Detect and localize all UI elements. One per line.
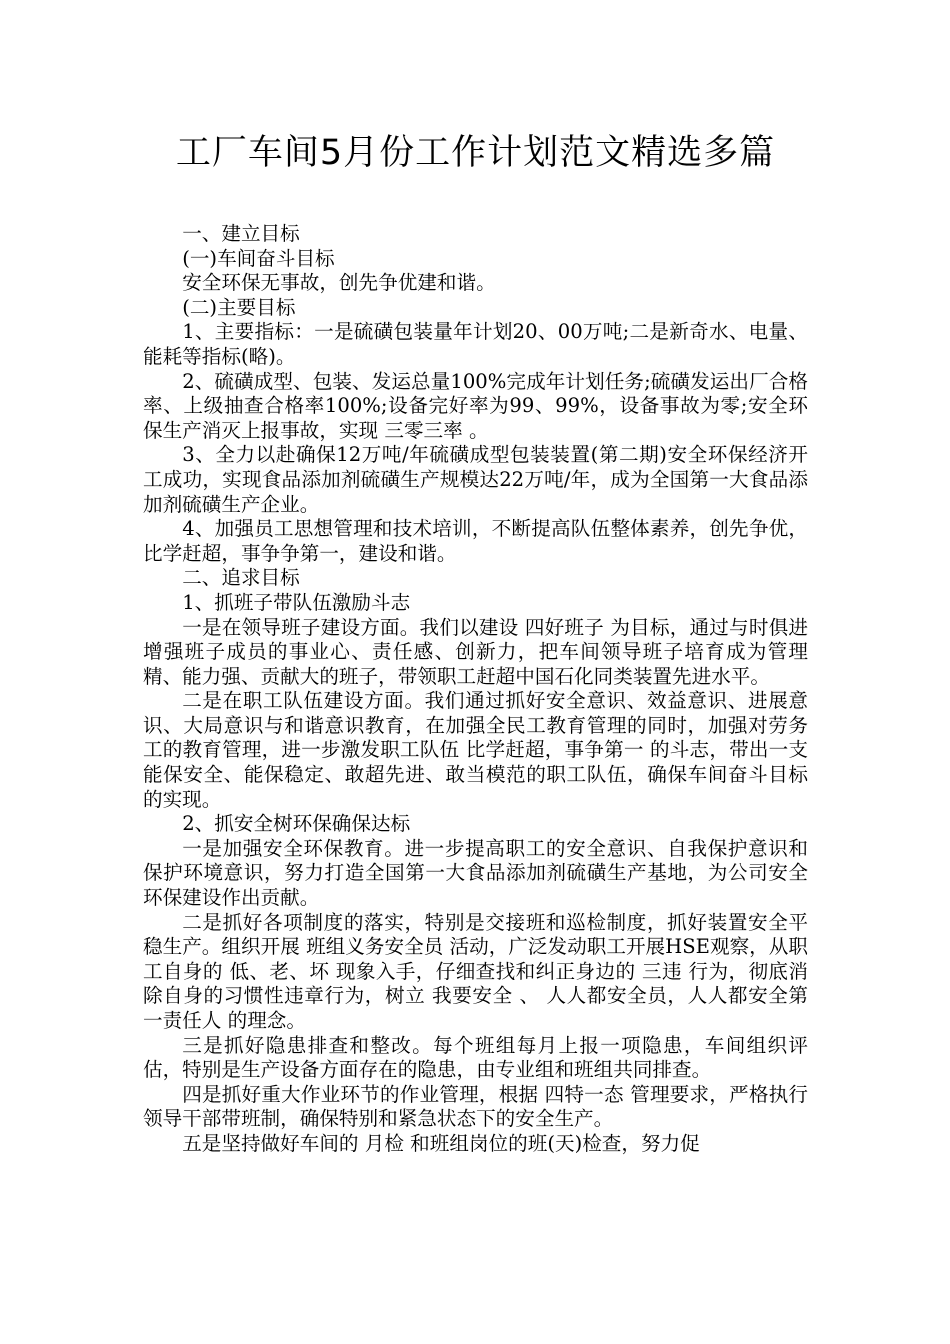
- subheading-safety-environment: 2、抓安全树环保确保达标: [182, 812, 411, 836]
- document-body: [143, 222, 808, 1157]
- subheading-workshop-goal: (一)车间奋斗目标: [182, 246, 335, 270]
- subheading-main-goals: (二)主要目标: [182, 295, 296, 319]
- paragraph: 三是抓好隐患排查和整改。每个班组每月上报一项隐患，车间组织评估，特别是生产设备方面存在的隐患，由专业组和班组共同排查。: [143, 1033, 808, 1082]
- paragraph: 四是抓好重大作业环节的作业管理，根据 四特一态 管理要求，严格执行领导干部带班制，确保特别和紧急状态下的安全生产。: [143, 1082, 808, 1131]
- subheading-team-building: 1、抓班子带队伍激励斗志: [182, 590, 411, 614]
- paragraph: 一是在领导班子建设方面。我们以建设 四好班子 为目标，通过与时俱进增强班子成员的事业心、责任感、创新力，把车间领导班子培育成为管理精、能力强、贡献大的班子，带领职工赶超中国石化同类装置先进水平。: [143, 615, 808, 688]
- paragraph: 五是坚持做好车间的 月检 和班组岗位的班(天)检查，努力促: [182, 1131, 700, 1155]
- paragraph: 2、硫磺成型、包装、发运总量100%完成年计划任务;硫磺发运出厂合格率、上级抽查合格率100%;设备完好率为99、99%，设备事故为零;安全环保生产消灭上报事故，实现 三零三率 。: [143, 369, 808, 442]
- paragraph: 3、全力以赴确保12万吨/年硫磺成型包装装置(第二期)安全环保经济开工成功，实现食品添加剂硫磺生产规模达22万吨/年，成为全国第一大食品添加剂硫磺生产企业。: [143, 443, 808, 516]
- document-title: 工厂车间5月份工作计划范文精选多篇: [175, 133, 776, 173]
- heading-pursuit-goals: 二、追求目标: [182, 566, 300, 590]
- heading-establish-goals: 一、建立目标: [182, 222, 300, 245]
- paragraph: 4、加强员工思想管理和技术培训，不断提高队伍整体素养，创先争优，比学赶超，事争争第一，建设和谐。: [143, 517, 808, 565]
- paragraph: 一是加强安全环保教育。进一步提高职工的安全意识、自我保护意识和保护环境意识，努力打造全国第一大食品添加剂硫磺生产基地，为公司安全环保建设作出贡献。: [143, 836, 808, 910]
- paragraph: 二是抓好各项制度的落实，特别是交接班和巡检制度，抓好装置安全平稳生产。组织开展 班组义务安全员 活动，广泛发动职工开展HSE观察，从职工自身的 低、老、坏 现象入手，仔细查找和纠正身边的 三违 行为，彻底消除自身的习惯性违章行为，树立 我要安全 、 人人都安全员，人人都安全第一责任人 的理念。: [143, 910, 808, 1032]
- paragraph: 安全环保无事故，创先争优建和谐。: [182, 271, 496, 295]
- paragraph: 1、主要指标：一是硫磺包装量年计划20、00万吨;二是新奇水、电量、能耗等指标(略)。: [143, 320, 808, 368]
- paragraph: 二是在职工队伍建设方面。我们通过抓好安全意识、效益意识、进展意识、大局意识与和谐意识教育，在加强全民工教育管理的同时，加强对劳务工的教育管理，进一步激发职工队伍 比学赶超，事争第一 的斗志，带出一支能保安全、能保稳定、敢超先进、敢当模范的职工队伍，确保车间奋斗目标的实现。: [143, 689, 808, 811]
